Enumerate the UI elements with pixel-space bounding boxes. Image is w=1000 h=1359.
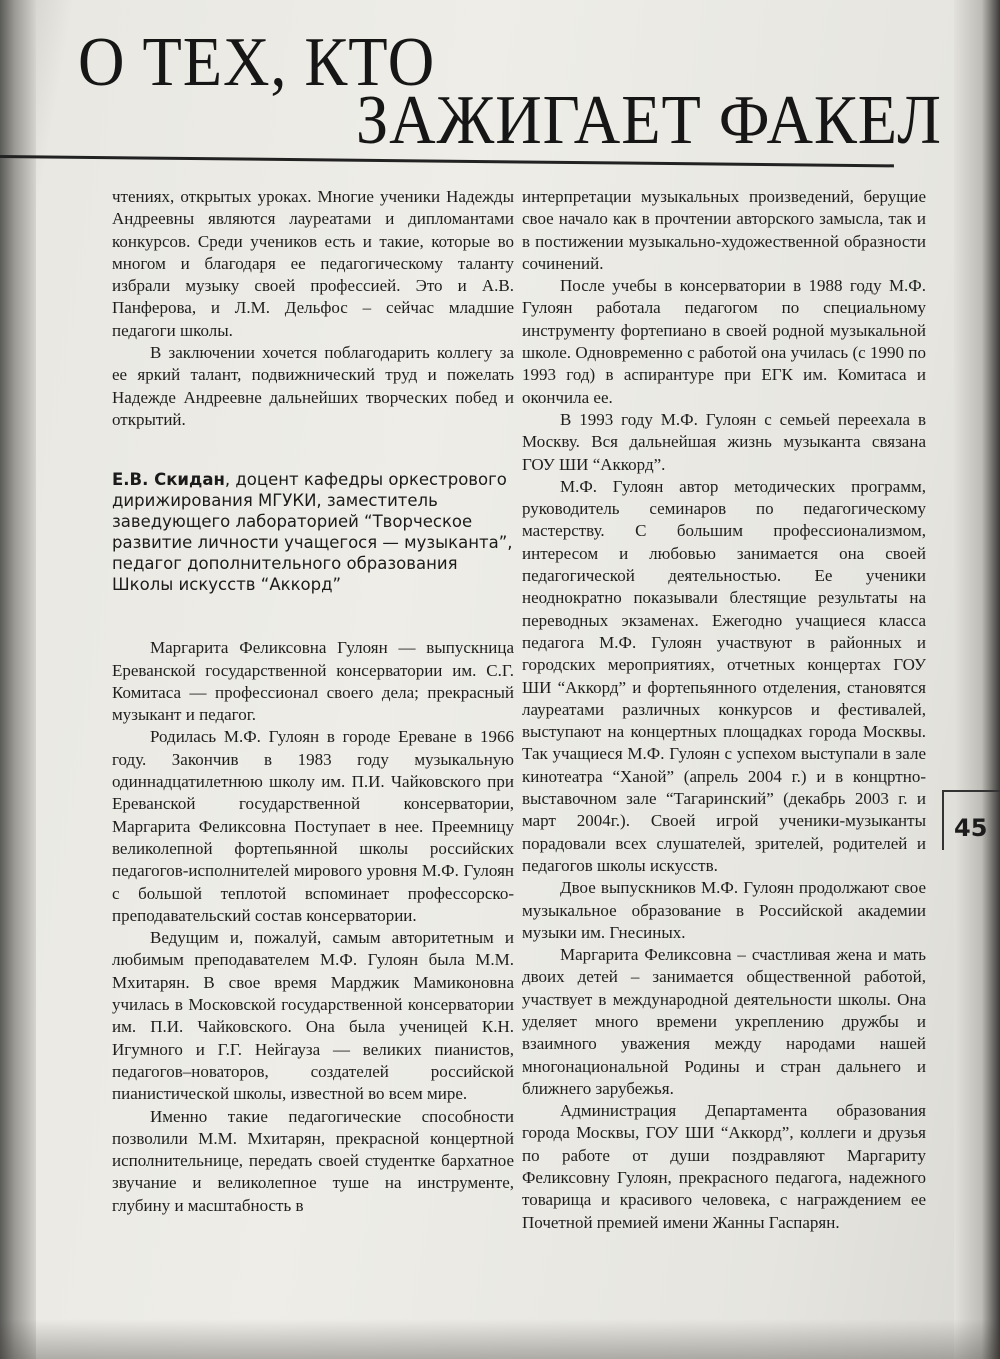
paragraph: Именно такие педагогические способности позволили М.М. Мхитарян, прекрасной концертной исполнительнице, передать своей студентке бархатное звучание и великолепное туше на инструменте, глубину и масштабность в [112,1106,514,1215]
author-byline [112,469,514,595]
article-title-line-2: ЗАЖИГАЕТ ФАКЕЛ [356,82,942,159]
page-bottom-shadow [0,1319,1000,1359]
page-number-rule [942,790,944,850]
author-name: Е.В. Скидан [112,470,225,490]
paragraph: Маргарита Феликсовна Гулоян — выпускница Ереванской государственной консерватории им. С.Г. Комитаса — профессионал своего дела; прекрасный музыкант и педагог. [112,638,514,725]
paragraph: интерпретации музыкальных произведений, берущие свое начало как в прочтении авторского замысла, так и в постижении музыкально-художественной образности сочинений. [522,187,926,273]
paragraph: В заключении хочется поблагодарить коллегу за ее яркий талант, подвижнический труд и пожелать Надежде Андреевне дальнейших творческих побед и открытий. [112,343,514,429]
page-spine-shadow [0,0,36,1359]
article-title-line-1: О ТЕХ, КТО [78,24,436,101]
paragraph: чтениях, открытых уроках. Многие ученики Надежды Андреевны являются лауреатами и дипломантами конкурсов. Среди учеников есть и такие, которые во многом и благодаря ее педагогическому таланту избрали музыку своей профессией. Это и А.В. Панферова, и Л.М. Дельфос – сейчас младшие педагоги школы. [112,187,514,340]
left-column [112,186,514,1217]
page-number-rule [942,790,1000,792]
paragraph: Двое выпускников М.Ф. Гулоян продолжают свое музыкальное образование в Российской академии музыки им. Гнесиных. [522,878,926,942]
paragraph: Администрация Департамента образования города Москвы, ГОУ ШИ “Аккорд”, коллеги и друзья по работе от души поздравляют Маргариту Феликсовну Гулоян, прекрасного педагога, надежного товарища и красивого человека, с награждением ее Почетной премией имени Жанны Гаспарян. [522,1101,926,1232]
page-edge-shadow [954,0,1000,1359]
paragraph: В 1993 году М.Ф. Гулоян с семьей переехала в Москву. Вся дальнейшая жизнь музыканта связана ГОУ ШИ “Аккорд”. [522,409,926,474]
author-credentials: , доцент кафедры оркестрового дирижирования МГУКИ, заместитель заведующего лабораторией “Творческое развитие личности учащегося — музыканта”, педагог дополнительного образования Школы искусств “Аккорд” [112,470,513,595]
right-column [522,186,926,1234]
paragraph: Маргарита Феликсовна – счастливая жена и мать двоих детей – занимается общественной работой, участвует в международной деятельности школы. Она уделяет много времени укреплению дружбы и взаимного уважения между народами нашей многонациональной Родины и стран дальнего и ближнего зарубежья. [522,945,926,1098]
paragraph: М.Ф. Гулоян автор методических программ, руководитель семинаров по педагогическому мастерству. С большим профессионализмом, интересом и любовью занимается она своей педагогической деятельностью. Ее ученики неоднократно показывали блестящие результаты на переводных экзаменах. Ежегодно учащиеся класса педагога М.Ф. Гулоян участвуют в районных и городских мероприятиях, отчетных концертах ГОУ ШИ “Аккорд” и фортепьянного отделения, становятся лауреатами различных конкурсов и фестивалей, выступают на концертных площадках города Москвы. Так учащиеся М.Ф. Гулоян с успехом выступали в зале кинотеатра “Ханой” (апрель 2004 г.) и в концртно-выставочном зале “Тагаринский” (декабрь 2003 г. и март 2004г.). Своей игрой ученики-музыканты порадовали всех слушателей, зрителей, родителей и педагогов школы искусств. [522,476,926,875]
paragraph: Родилась М.Ф. Гулоян в городе Ереване в 1966 году. Закончив в 1983 году музыкальную одиннадцатилетнюю школу им. П.И. Чайковского при Ереванской государственной консерватории, Маргарита Феликсовна Поступает в нее. Преемницу великолепной фортепьянной школы российских педагогов-исполнителей мирового уровня М.Ф. Гулоян с большой теплотой вспоминает профессорско-преподавательский состав консерватории. [112,727,514,925]
paragraph: Ведущим и, пожалуй, самым авторитетным и любимым преподавателем М.Ф. Гулоян была М.М. Мхитарян. В свое время Марджик Мамиконовна училась в Московской государственной консерватории им. П.И. Чайковского. Она была ученицей К.Н. Игумного и Г.Г. Нейгауза — великих пианистов, педагогов–новаторов, создателей российской пианистической школы, известной во всем мире. [112,928,514,1104]
page-number: 45 [954,814,988,842]
paragraph: После учебы в консерватории в 1988 году М.Ф. Гулоян работала педагогом по специальному инструменту фортепиано в своей родной музыкальной школе. Одновременно с работой она училась (с 1990 по 1993 год) в аспирантуре при ЕГК им. Комитаса и окончила ее. [522,276,926,407]
